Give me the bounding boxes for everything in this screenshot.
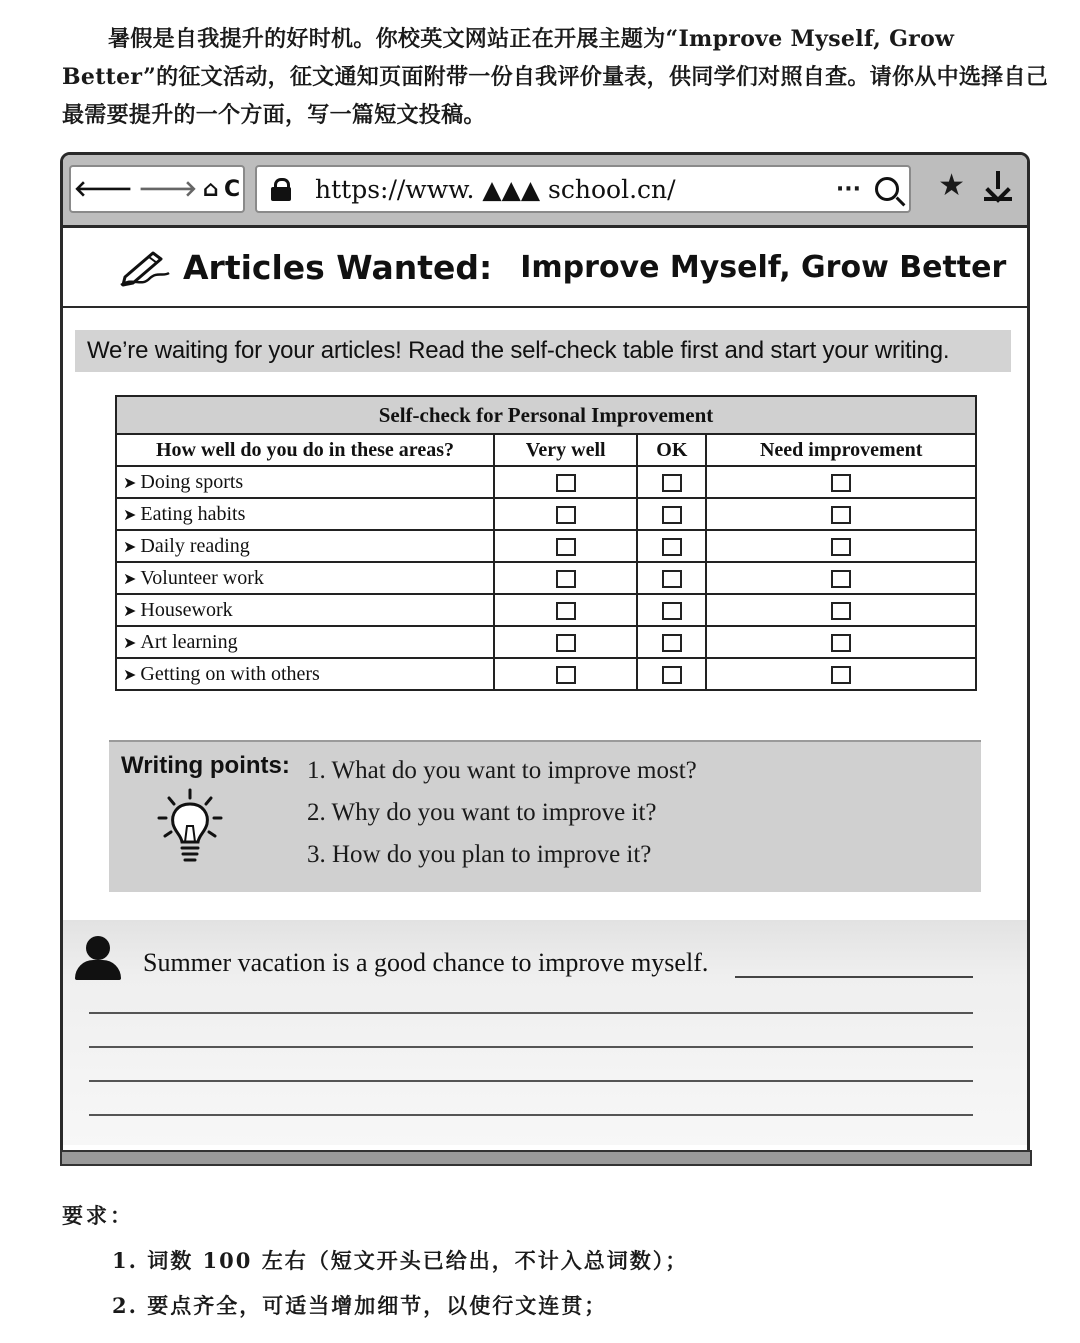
navigation-buttons	[69, 165, 245, 213]
page-subtitle: Improve Myself, Grow Better	[520, 249, 1007, 285]
area-label: Eating habits	[140, 502, 246, 525]
intro-paragraph: 暑假是自我提升的好时机。你校英文网站正在开展主题为“Improve Myself, Grow Better”的征文活动，征文通知页面附带一份自我评价量表，供同学们对照自查。请你从中选择自己最需要提升的一个方面，写一篇短文投稿。	[62, 26, 1049, 128]
writing-points-label: Writing points:	[121, 752, 290, 779]
arrow-bullet-icon: ➤	[123, 632, 137, 652]
checkbox-ok[interactable]	[662, 570, 682, 588]
more-icon[interactable]: ···	[835, 176, 861, 202]
lightbulb-icon	[155, 788, 225, 868]
table-row	[116, 626, 976, 658]
checkbox-ok[interactable]	[662, 602, 682, 620]
checkbox-need-improvement[interactable]	[831, 538, 851, 556]
checkbox-need-improvement[interactable]	[831, 634, 851, 652]
area-label: Daily reading	[140, 534, 250, 557]
column-header: Very well	[494, 434, 637, 466]
browser-toolbar	[63, 155, 1027, 228]
column-header: How well do you do in these areas?	[116, 434, 494, 466]
list-item: 3. How do you plan to improve it?	[307, 841, 652, 868]
url-text[interactable]: https://www. ▲▲▲ school.cn/	[315, 174, 676, 204]
checkbox-very-well[interactable]	[556, 634, 576, 652]
answer-line[interactable]	[735, 976, 973, 978]
star-icon[interactable]: ★	[938, 168, 965, 203]
checkbox-ok[interactable]	[662, 506, 682, 524]
arrow-bullet-icon: ➤	[123, 504, 137, 524]
self-check-table	[115, 395, 977, 691]
back-icon[interactable]: 🡐	[73, 177, 133, 202]
pen-writing-icon	[119, 247, 171, 287]
lock-icon	[271, 178, 291, 200]
address-bar[interactable]	[255, 165, 911, 213]
arrow-bullet-icon: ➤	[123, 600, 137, 620]
forward-icon[interactable]: 🡒	[138, 177, 198, 202]
checkbox-ok[interactable]	[662, 474, 682, 492]
browser-bottom-bar	[60, 1150, 1032, 1166]
table-row	[116, 466, 976, 498]
search-icon[interactable]	[875, 177, 899, 201]
download-icon[interactable]	[983, 169, 1013, 203]
notice-banner: We’re waiting for your articles! Read the self-check table first and start your writing.	[75, 330, 1011, 372]
column-header: Need improvement	[706, 434, 976, 466]
area-label: Doing sports	[140, 470, 244, 493]
table-row	[116, 530, 976, 562]
requirement-item: 1. 词数 100 左右（短文开头已给出，不计入总词数）；	[112, 1248, 689, 1273]
checkbox-need-improvement[interactable]	[831, 602, 851, 620]
table-row	[116, 562, 976, 594]
area-label: Volunteer work	[140, 566, 264, 589]
requirement-item: 2. 要点齐全，可适当增加细节，以使行文连贯；	[112, 1293, 608, 1318]
browser-window	[60, 152, 1030, 1164]
checkbox-very-well[interactable]	[556, 538, 576, 556]
checkbox-ok[interactable]	[662, 538, 682, 556]
checkbox-ok[interactable]	[662, 634, 682, 652]
writing-area[interactable]	[63, 920, 1027, 1145]
answer-line[interactable]	[89, 1080, 973, 1082]
checkbox-very-well[interactable]	[556, 506, 576, 524]
area-label: Art learning	[140, 630, 238, 653]
checkbox-need-improvement[interactable]	[831, 570, 851, 588]
writing-points-list	[307, 750, 697, 876]
arrow-bullet-icon: ➤	[123, 536, 137, 556]
checkbox-very-well[interactable]	[556, 474, 576, 492]
answer-line[interactable]	[89, 1046, 973, 1048]
answer-line[interactable]	[89, 1114, 973, 1116]
area-label: Housework	[140, 598, 233, 621]
column-header: OK	[637, 434, 706, 466]
checkbox-need-improvement[interactable]	[831, 506, 851, 524]
arrow-bullet-icon: ➤	[123, 472, 137, 492]
checkbox-need-improvement[interactable]	[831, 666, 851, 684]
reload-icon[interactable]: C	[224, 176, 241, 202]
checkbox-very-well[interactable]	[556, 666, 576, 684]
table-row	[116, 498, 976, 530]
list-item: 2. Why do you want to improve it?	[307, 799, 657, 826]
table-caption: Self-check for Personal Improvement	[116, 396, 976, 434]
writing-points-box	[109, 740, 981, 892]
arrow-bullet-icon: ➤	[123, 568, 137, 588]
opening-sentence: Summer vacation is a good chance to improve myself.	[143, 948, 709, 977]
page-title: Articles Wanted:	[183, 247, 493, 287]
checkbox-very-well[interactable]	[556, 570, 576, 588]
checkbox-ok[interactable]	[662, 666, 682, 684]
area-label: Getting on with others	[140, 662, 320, 685]
home-icon[interactable]: ⌂	[202, 176, 219, 202]
checkbox-need-improvement[interactable]	[831, 474, 851, 492]
list-item: 1. What do you want to improve most?	[307, 757, 697, 784]
table-row	[116, 594, 976, 626]
checkbox-very-well[interactable]	[556, 602, 576, 620]
person-icon	[75, 936, 121, 980]
answer-line[interactable]	[89, 1012, 973, 1014]
requirements-title: 要求：	[62, 1203, 134, 1228]
arrow-bullet-icon: ➤	[123, 664, 137, 684]
page-header	[63, 228, 1027, 308]
table-row	[116, 658, 976, 690]
